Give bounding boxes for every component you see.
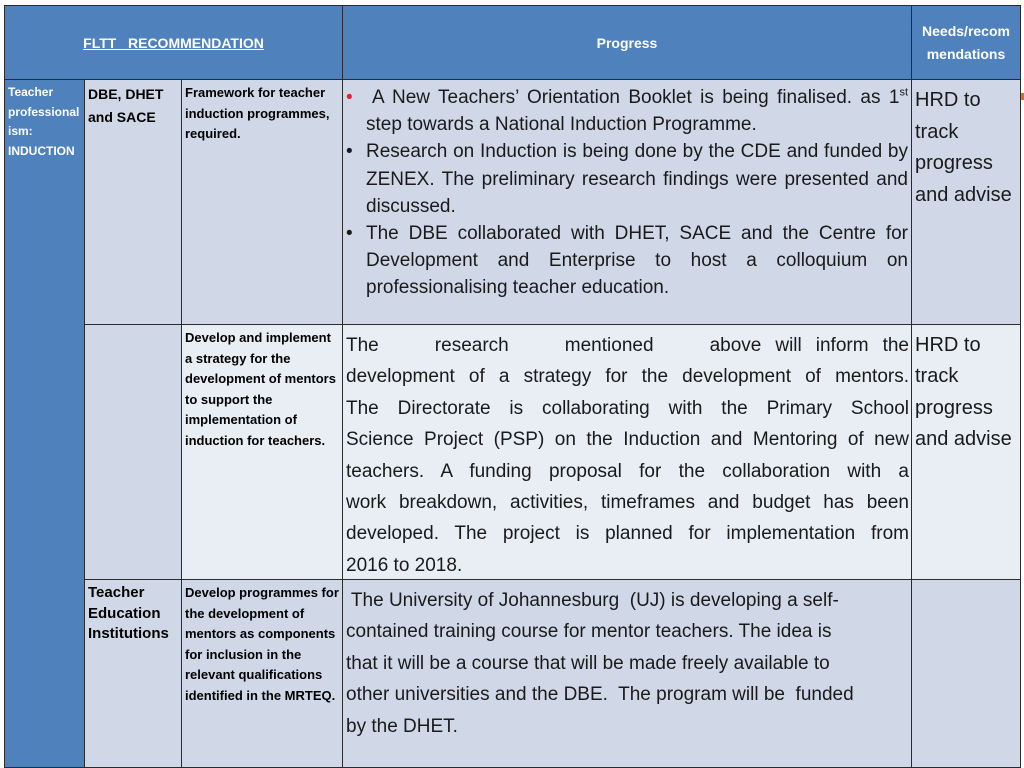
- row1-bullet-1-sup: st: [899, 86, 908, 99]
- row1-progress-cell: [342, 79, 912, 325]
- row2-line-8: 2016 to 2018.: [346, 554, 463, 576]
- header-recommendation-label: FLTT RECOMMENDATION: [83, 34, 264, 51]
- row3-actor-cell: [84, 579, 182, 768]
- row1-bullet-3-text: The DBE collaborated with DHET, SACE and the Centre for Development and Enterprise to host a colloquium on professionalising teacher education.: [366, 223, 908, 299]
- bullet-icon: •: [346, 141, 353, 163]
- row3-line-2: contained training course for mentor teachers. The idea is: [346, 621, 832, 643]
- row2-line-2: development of a strategy for the development of mentors.: [346, 366, 909, 388]
- area-cell: [4, 79, 85, 768]
- row1-recommendation-cell: [181, 79, 343, 325]
- header-recommendation: [4, 5, 343, 80]
- area-label: Teacher professional ism: INDUCTION: [8, 85, 80, 158]
- row3-line-5: by the DHET.: [346, 715, 458, 737]
- row1-bullet-1: [344, 84, 908, 138]
- row3-actor: Teacher Education Institutions: [88, 584, 169, 642]
- row2-line-4: Science Project (PSP) on the Induction and Mentoring of new: [346, 429, 909, 451]
- row3-progress-cell: [342, 579, 912, 768]
- bullet-red-icon: •: [346, 87, 353, 108]
- row1-actor: DBE, DHET and SACE: [88, 86, 164, 125]
- row1-bullet-1-text: A New Teachers’ Orientation Booklet is being finalised. as 1: [372, 87, 900, 108]
- row2-actor-cell: [84, 324, 182, 580]
- row1-bullet-2: [344, 138, 908, 220]
- row3-line-3: that it will be a course that will be made freely available to: [346, 652, 830, 674]
- row2-needs: HRD to track progress and advise: [915, 334, 1012, 451]
- header-needs-label: Needs/recom mendations: [922, 22, 1010, 62]
- row1-bullet-3: [344, 220, 908, 302]
- row2-recommendation: Develop and implement a strategy for the development of mentors to support the implementation of induction for teachers.: [185, 330, 336, 448]
- row2-progress-cell: [342, 324, 912, 580]
- row2-needs-cell: [911, 324, 1021, 580]
- row2-line-7: developed. The project is planned for implementation from: [346, 523, 909, 545]
- row1-needs: HRD to track progress and advise: [915, 89, 1012, 206]
- row3-needs-cell: [911, 579, 1021, 768]
- header-progress: [342, 5, 912, 80]
- header-progress-label: Progress: [596, 34, 658, 51]
- bullet-icon: •: [346, 223, 353, 245]
- row1-needs-cell: [911, 79, 1021, 325]
- row3-line-1: The University of Johannesburg (UJ) is developing a self-: [346, 590, 839, 611]
- row2-line-6: work breakdown, activities, timeframes and budget has been: [346, 492, 909, 514]
- row1-bullet-2-text: Research on Induction is being done by the CDE and funded by ZENEX. The preliminary research findings were presented and discussed.: [366, 141, 908, 217]
- row3-line-4: other universities and the DBE. The program will be funded: [346, 684, 854, 706]
- row1-actor-cell: [84, 79, 182, 325]
- row2-line-1: The research mentioned above will inform the: [346, 335, 909, 356]
- row3-recommendation-cell: [181, 579, 343, 768]
- row1-progress-list: [344, 84, 908, 302]
- row3-recommendation: Develop programmes for the development of mentors as components for inclusion in the relevant qualifications identified in the MRTEQ.: [185, 585, 339, 703]
- row2-line-5: teachers. A funding proposal for the collaboration with a: [346, 460, 909, 482]
- row2-recommendation-cell: [181, 324, 343, 580]
- row2-line-3: The Directorate is collaborating with the Primary School: [346, 397, 909, 419]
- row1-bullet-1-rest: step towards a National Induction Programme.: [366, 114, 757, 136]
- header-needs: [911, 5, 1021, 80]
- row1-recommendation: Framework for teacher induction programmes, required.: [185, 85, 330, 141]
